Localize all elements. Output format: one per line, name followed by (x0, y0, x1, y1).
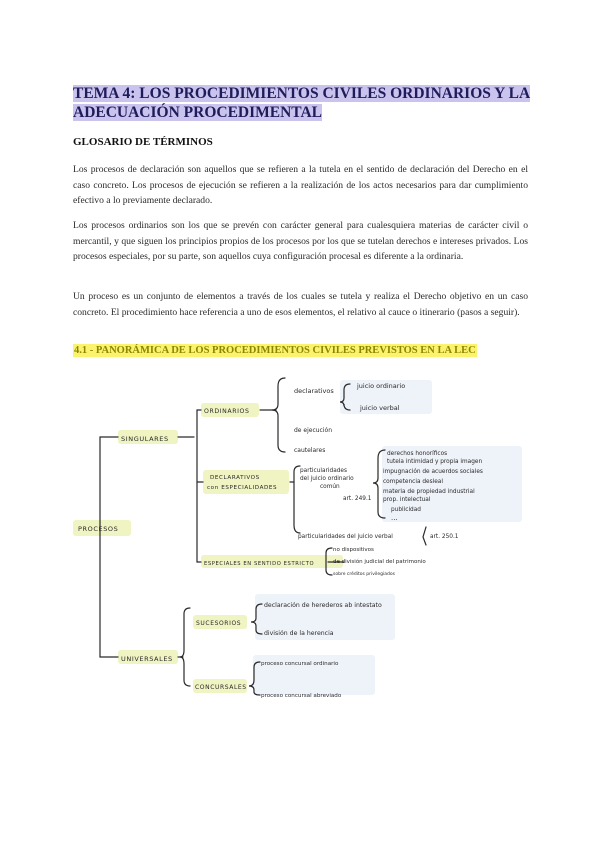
node-especiales-sentido-estricto: ESPECIALES EN SENTIDO ESTRICTO (204, 561, 315, 567)
node-ordinarios: ORDINARIOS (204, 408, 250, 415)
node-derechos-honorificos: derechos honoríficos (387, 451, 448, 457)
connector-singulares (100, 437, 118, 528)
paragraph-ordinarios-especiales: Los procesos ordinarios son los que se prevén con carácter general para cualesquiera materias de carácter civil o mercantil, y que siguen los principios propios de los procesos por los que se tutelan derechos e intereses privados. Los procesos especiales, por su parte, son aquellos cuya configuración procesal es diferente a la ordinaria. (73, 220, 528, 262)
node-proceso-concursal-abreviado: proceso concursal abreviado (261, 693, 342, 699)
node-cautelares: cautelares (294, 447, 326, 454)
connector-universales (100, 528, 118, 657)
node-art-249: art. 249.1 (343, 496, 372, 502)
node-particularidades-verbal: particularidades del juicio verbal (298, 534, 393, 540)
ordinarios-brace (272, 378, 285, 452)
node-juicio-ordinario: juicio ordinario (357, 382, 406, 390)
node-sucesorios: SUCESORIOS (196, 620, 242, 627)
node-prop-intelectual: prop. intelectual (383, 497, 431, 503)
node-de-ejecucion: de ejecución (294, 427, 332, 434)
node-no-dispositivos: no dispositivos (333, 547, 374, 553)
node-propiedad-industrial: materia de propiedad industrial (383, 489, 475, 495)
paragraph-declaracion-ejecucion: Los procesos de declaración son aquellos que se refieren a la tutela en el sentido de declaración del Derecho en el caso concreto. Los procesos de ejecución se refieren a la realización de los actos necesarios para dar cumplimiento efectivo a lo previamente declarado. (73, 164, 528, 206)
node-art-250: art. 250.1 (430, 534, 459, 540)
glossary-heading: GLOSARIO DE TÉRMINOS (73, 136, 213, 148)
node-particularidades-line1: particularidades (300, 468, 348, 474)
node-division-herencia: división de la herencia (264, 630, 334, 637)
node-declarativos: declarativos (294, 387, 334, 395)
universales-brace (180, 608, 190, 686)
node-competencia-desleal: competencia desleal (383, 479, 443, 485)
node-division-judicial: de división judicial del patrimonio (333, 559, 426, 565)
node-declarativos-especialidades-line1: DECLARATIVOS (210, 475, 260, 481)
node-declarativos-especialidades-line2: con ESPECIALIDADES (207, 485, 278, 491)
node-tutela-intimidad: tutela intimidad y propia imagen (387, 459, 483, 465)
node-procesos: PROCESOS (78, 525, 119, 533)
paragraph-proceso-procedimiento: Un proceso es un conjunto de elementos a través de los cuales se tutela y realiza el Derecho objetivo en un caso concreto. El procedimiento hace referencia a uno de esos elementos, el relativo al cauce o itinerario (pasos a seguir). (73, 291, 528, 318)
node-ellipsis: ... (391, 514, 398, 522)
node-particularidades-line2: del juicio ordinario (300, 476, 354, 482)
page-title-text: TEMA 4: LOS PROCEDIMIENTOS CIVILES ORDINARIOS Y LA ADECUACIÓN PROCEDIMENTAL (73, 85, 531, 121)
section-heading-text: 4.1 - PANORÁMICA DE LOS PROCEDIMIENTOS CIVILES PREVISTOS EN LA LEC (74, 345, 476, 356)
node-proceso-concursal-ordinario: proceso concursal ordinario (261, 661, 339, 667)
node-declaracion-herederos: declaración de herederos ab intestato (264, 602, 382, 609)
node-juicio-verbal: juicio verbal (360, 404, 400, 412)
node-publicidad: publicidad (391, 507, 421, 513)
art-250-brace (423, 527, 426, 545)
node-concursales: CONCURSALES (195, 684, 247, 691)
node-particularidades-line3: común (320, 484, 340, 490)
node-sobre-creditos: sobre créditos privilegiados (333, 572, 396, 577)
node-universales: UNIVERSALES (121, 655, 173, 663)
node-impugnacion-acuerdos: impugnación de acuerdos sociales (383, 469, 483, 475)
node-singulares: SINGULARES (121, 435, 169, 443)
